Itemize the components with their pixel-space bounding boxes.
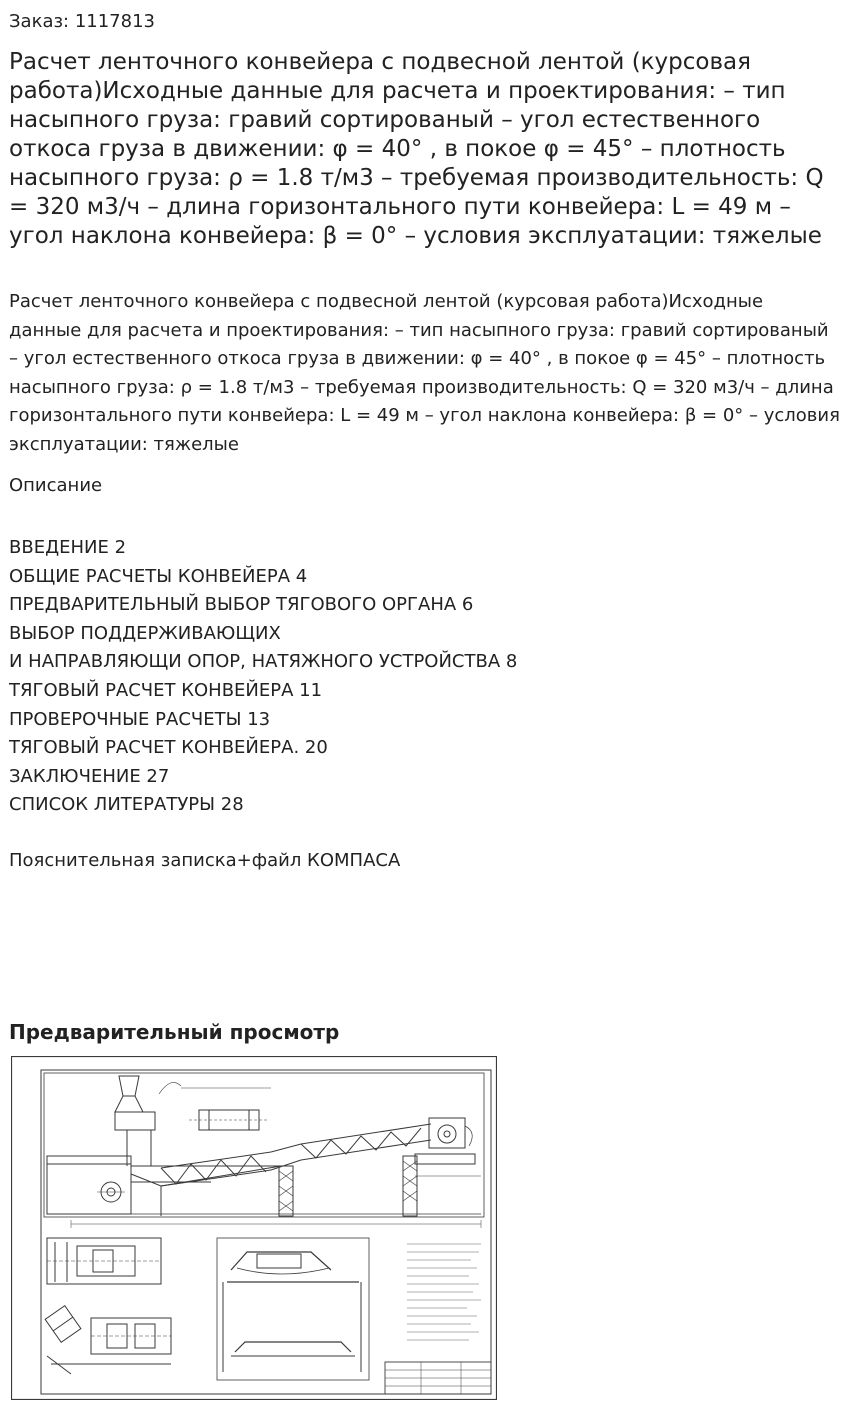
toc-item: И НАПРАВЛЯЮЩИ ОПОР, НАТЯЖНОГО УСТРОЙСТВА 8 xyxy=(9,651,518,673)
table-of-contents xyxy=(9,534,517,820)
toc-item: ВЫБОР ПОДДЕРЖИВАЮЩИХ xyxy=(9,622,281,644)
toc-item: ЗАКЛЮЧЕНИЕ 27 xyxy=(9,765,170,787)
toc-item: ОБЩИЕ РАСЧЕТЫ КОНВЕЙЕРА 4 xyxy=(9,565,308,587)
description-section-label: Описание xyxy=(9,475,103,496)
toc-item: ПРЕДВАРИТЕЛЬНЫЙ ВЫБОР ТЯГОВОГО ОРГАНА 6 xyxy=(9,594,474,616)
toc-item: ТЯГОВЫЙ РАСЧЕТ КОНВЕЙЕРА 11 xyxy=(9,679,323,701)
conveyor-drawing xyxy=(11,1056,497,1400)
deliverables-note: Пояснительная записка+файл КОМПАСА xyxy=(9,850,401,871)
order-number: Заказ: 1117813 xyxy=(9,11,155,32)
description-text: Расчет ленточного конвейера с подвесной лентой (курсовая работа)Исходные данные для расчета и проектирования: – тип насыпного груза: гравий сортированый – угол естественного откоса груза в движении: φ = 40° , в покое φ = 45° – плотность насыпного груза: ρ = 1.8 т/м3 – требуемая производительность: Q = 320 м3/ч – длина горизонтального пути конвейера: L = 49 м – угол наклона конвейера: β = 0° – условия эксплуатации: тяжелые xyxy=(9,291,840,455)
preview-heading: Предварительный просмотр xyxy=(9,1020,340,1044)
toc-item: СПИСОК ЛИТЕРАТУРЫ 28 xyxy=(9,794,244,816)
preview-image[interactable] xyxy=(11,1056,497,1400)
toc-item: ПРОВЕРОЧНЫЕ РАСЧЕТЫ 13 xyxy=(9,708,271,730)
toc-item: ТЯГОВЫЙ РАСЧЕТ КОНВЕЙЕРА. 20 xyxy=(9,737,328,759)
page-title: Расчет ленточного конвейера с подвесной лентой (курсовая работа)Исходные данные для расчета и проектирования: – тип насыпного груза: гравий сортированый – угол естественного откоса груза в движении: φ = 40° , в покое φ = 45° – плотность насыпного груза: ρ = 1.8 т/м3 – требуемая производительность: Q = 320 м3/ч – длина горизонтального пути конвейера: L = 49 м – угол наклона конвейера: β = 0° – условия эксплуатации: тяжелые xyxy=(9,49,824,249)
toc-item: ВВЕДЕНИЕ 2 xyxy=(9,537,127,558)
